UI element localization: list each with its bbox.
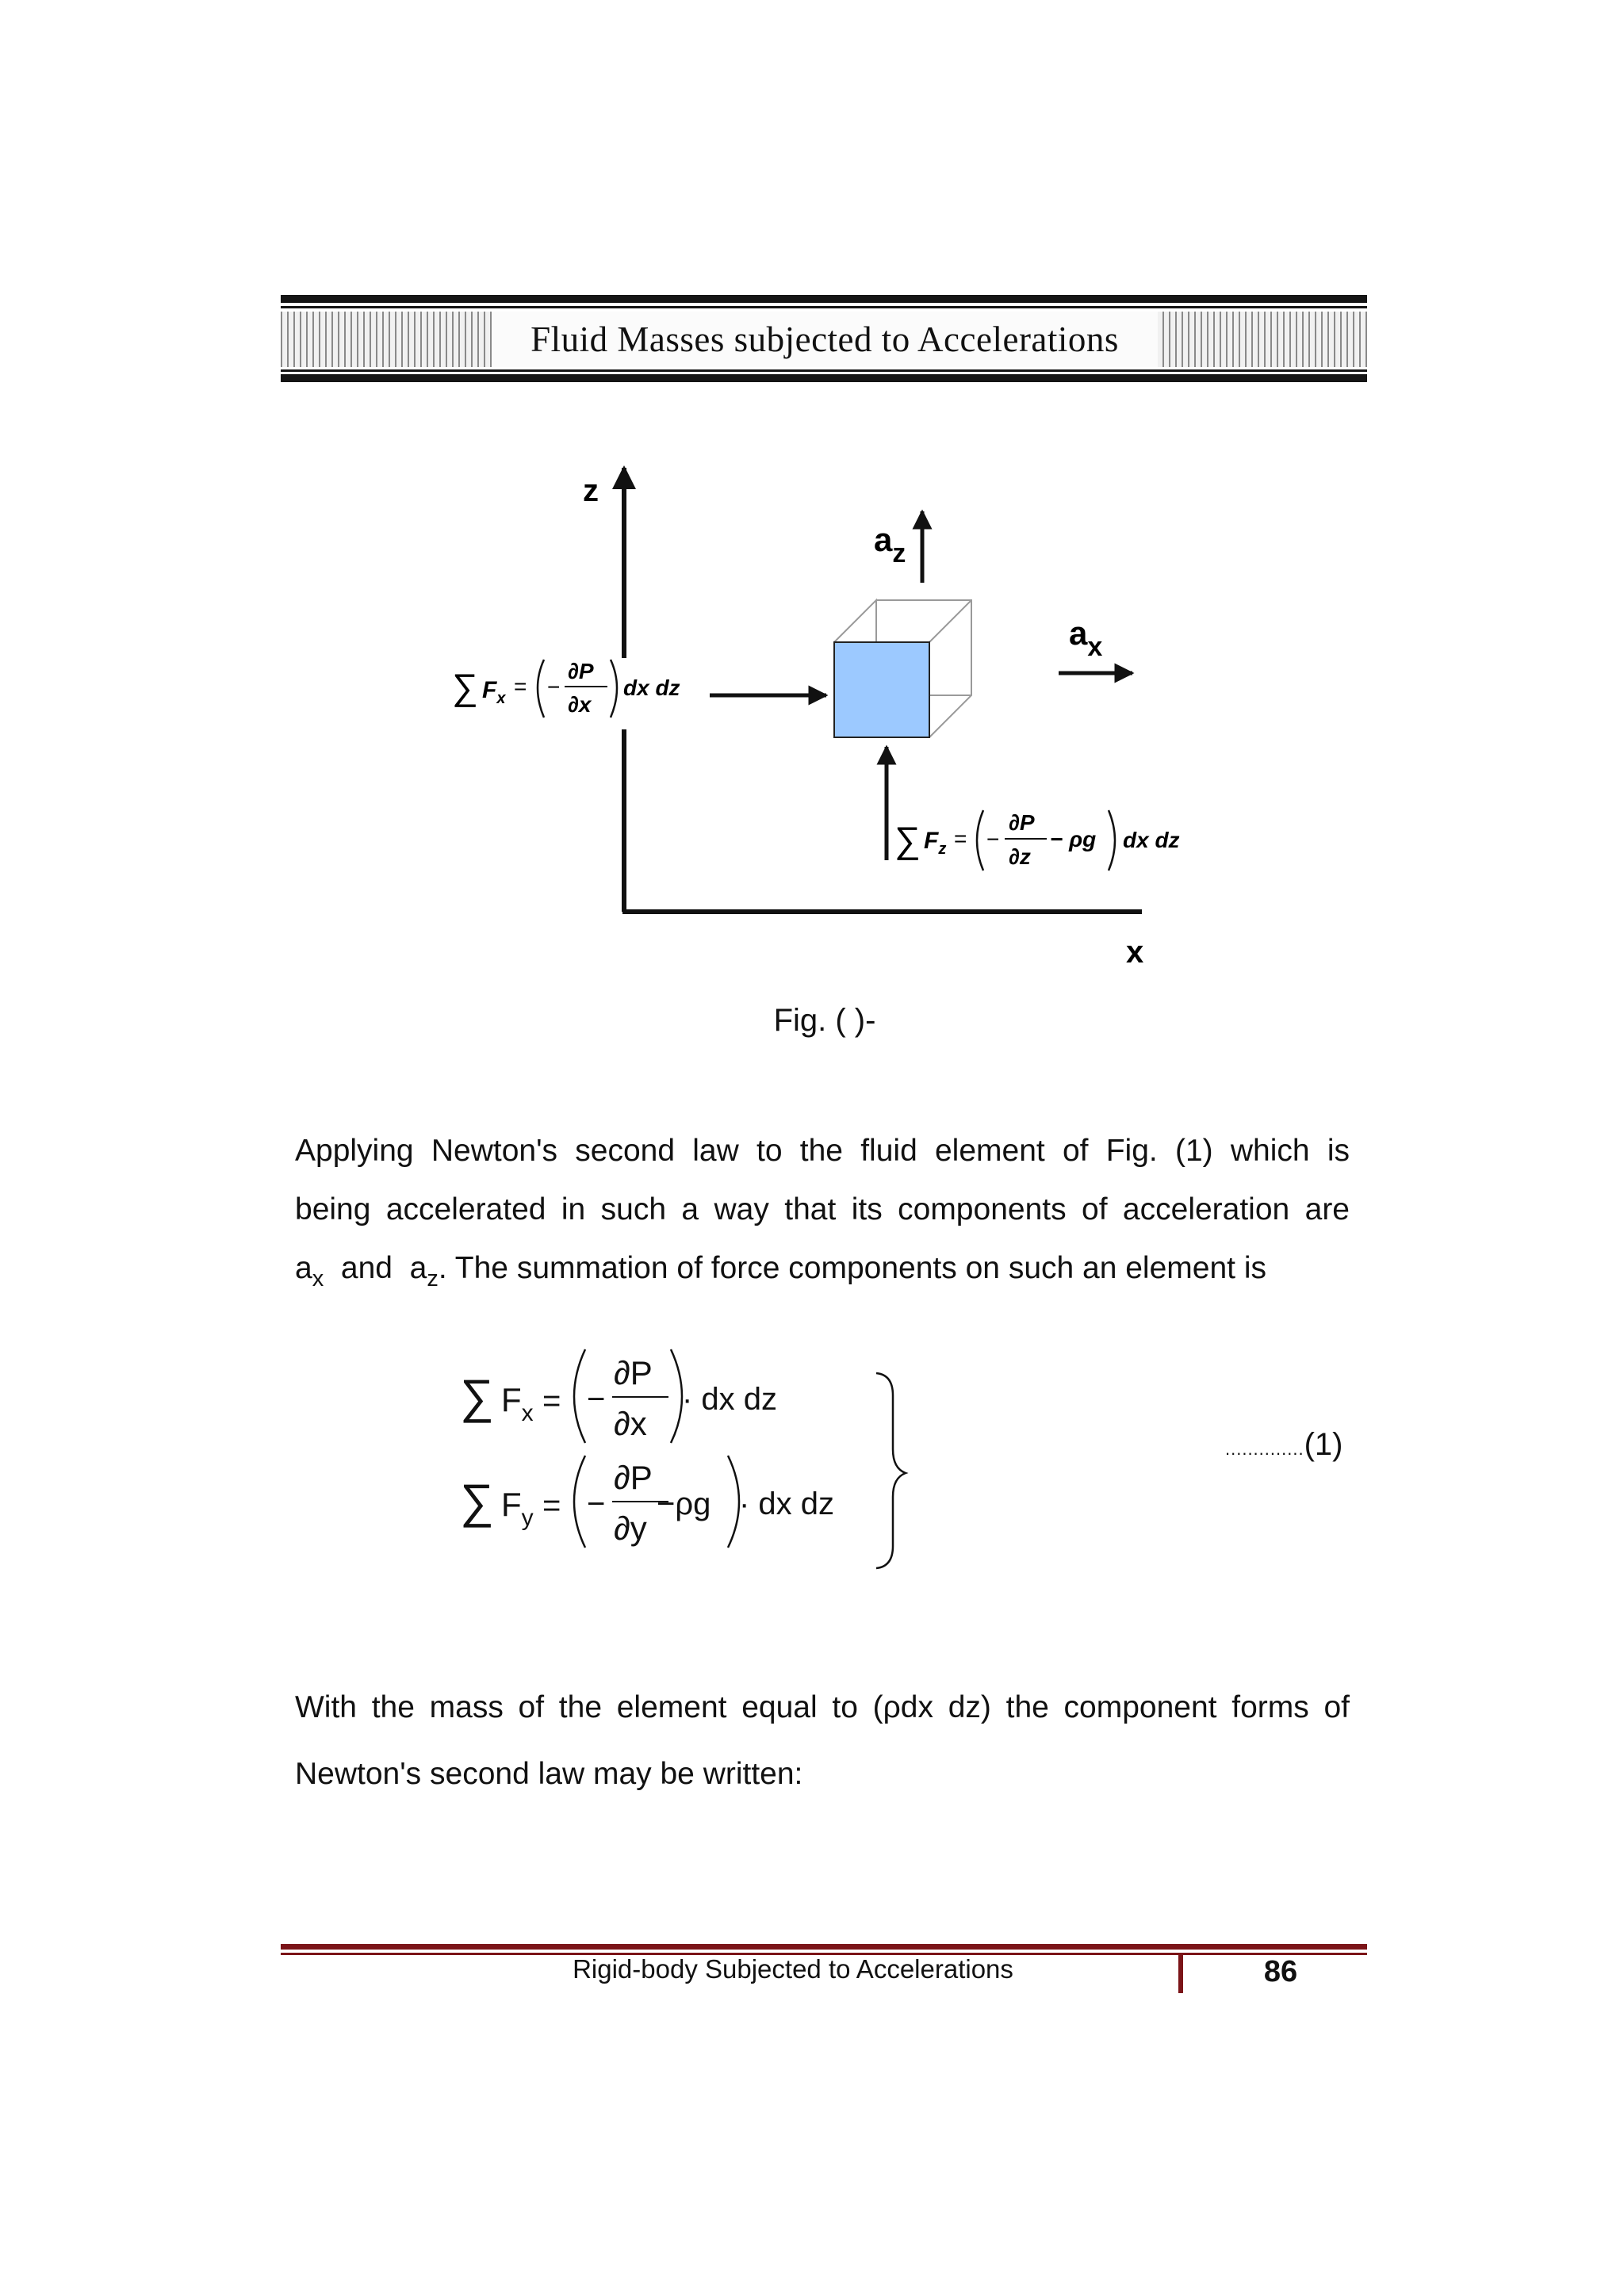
- equation-number-1: [1225, 1427, 1342, 1463]
- force-x-equals: =: [514, 674, 527, 698]
- accel-z-label: a: [874, 521, 893, 558]
- fluid-element-figure: [0, 444, 1624, 999]
- footer-divider: [1178, 1955, 1183, 1993]
- x-axis-label: x: [1126, 935, 1144, 970]
- force-x-denominator: ∂x: [568, 692, 592, 717]
- z-axis-label: z: [583, 473, 599, 508]
- paragraph2-mass-rest: dx dz: [900, 1690, 981, 1724]
- paragraph2-rho: ρ: [883, 1690, 901, 1724]
- eq1-lhs: F: [501, 1381, 522, 1418]
- svg-text:ax: [1069, 614, 1102, 662]
- footer-title: Rigid-body Subjected to Accelerations: [573, 1954, 1013, 1984]
- svg-text:Fy: [501, 1486, 534, 1531]
- paragraph1-line1: Applying Newton's second law to the fluid element of Fig. (1) which is: [295, 1134, 1350, 1168]
- figure-caption: Fig. ( )-: [773, 1003, 876, 1038]
- header-bottom-rule: [281, 374, 1367, 382]
- paragraph2-line2: Newton's second law may be written:: [295, 1757, 803, 1791]
- fluid-element-cube: [834, 600, 971, 737]
- svg-text:Fz: [924, 828, 946, 858]
- equation-row-fy: [460, 1456, 834, 1548]
- eq2-numerator: ∂P: [614, 1459, 653, 1496]
- force-z-tail: dx dz: [1123, 828, 1180, 852]
- eq2-minus: −: [587, 1487, 606, 1521]
- force-x-lhs-subscript: x: [496, 690, 506, 707]
- page-number: 86: [1263, 1955, 1298, 1988]
- eq2-tail: · dx dz: [739, 1487, 835, 1521]
- header-title: Fluid Masses subjected to Accelerations: [492, 312, 1158, 367]
- paragraph2-line1: [295, 1674, 1350, 1741]
- eq1-denominator: ∂x: [614, 1405, 647, 1442]
- header-bottom-rule-thin: [281, 369, 1367, 372]
- force-z-lhs-subscript: z: [938, 840, 947, 858]
- force-x-right-paren: [611, 660, 617, 718]
- header-top-rule: [281, 295, 1367, 303]
- force-x-numerator: ∂P: [568, 659, 594, 683]
- force-z-right-paren: [1109, 810, 1115, 871]
- paragraph-newton-intro: [295, 1122, 1350, 1308]
- eq1-left-paren: [574, 1349, 585, 1443]
- force-x-left-paren: [538, 660, 544, 718]
- eq1-sigma: ∑: [460, 1370, 494, 1423]
- force-z-denominator: ∂z: [1009, 844, 1031, 869]
- force-x-lhs: F: [482, 677, 497, 703]
- force-z-rho-g: − ρg: [1050, 827, 1097, 851]
- force-z-minus: −: [986, 827, 1000, 851]
- eq2-sigma: ∑: [460, 1475, 494, 1528]
- eq1-equals: =: [542, 1383, 561, 1418]
- force-x-equation: [452, 659, 680, 718]
- force-z-left-paren: [977, 810, 983, 871]
- equation-number-dots: ..............: [1225, 1439, 1304, 1459]
- force-x-sigma: ∑: [452, 666, 478, 707]
- force-z-numerator: ∂P: [1009, 810, 1035, 835]
- svg-text:Fx: [501, 1381, 534, 1426]
- inline-a-z-subscript: z: [427, 1266, 439, 1292]
- svg-text:az: [874, 521, 906, 568]
- paragraph2-line1-end: ) the component forms of: [980, 1690, 1350, 1724]
- force-z-equation: [894, 810, 1180, 871]
- eq1-lhs-subscript: x: [521, 1400, 534, 1426]
- accel-x-label: a: [1069, 614, 1088, 652]
- paragraph2-line1-start: With the mass of the element equal to (: [295, 1690, 883, 1724]
- paragraph-mass: [295, 1674, 1350, 1808]
- eq2-denominator: ∂y: [614, 1510, 647, 1547]
- eq2-equals: =: [542, 1488, 561, 1523]
- eq1-tail: · dx dz: [682, 1382, 778, 1417]
- force-z-lhs: F: [924, 828, 939, 854]
- equation-right-brace: [876, 1373, 906, 1568]
- eq2-lhs-subscript: y: [521, 1505, 534, 1531]
- equation-row-fx: [460, 1349, 777, 1443]
- eq1-minus: −: [587, 1382, 606, 1417]
- accel-x-subscript: x: [1087, 632, 1103, 662]
- force-x-minus: −: [547, 675, 561, 699]
- eq2-rho-g: −ρg: [657, 1487, 711, 1521]
- inline-a-z: a: [409, 1251, 427, 1285]
- eq1-right-paren: [671, 1349, 682, 1443]
- eq2-lhs: F: [501, 1486, 522, 1523]
- eq1-numerator: ∂P: [614, 1354, 653, 1391]
- inline-a-x: a: [295, 1251, 312, 1285]
- eq2-left-paren: [574, 1456, 585, 1548]
- inline-and: and: [340, 1251, 393, 1285]
- equation-number-label: (1): [1304, 1427, 1343, 1462]
- paragraph1-line3: [295, 1239, 1350, 1308]
- equation-block-1: [444, 1332, 936, 1570]
- footer-rule: [281, 1944, 1367, 1950]
- header-top-rule-thin: [281, 306, 1367, 308]
- svg-text:Fx: [482, 677, 506, 707]
- force-z-sigma: ∑: [894, 819, 921, 860]
- cube-front-face: [834, 642, 929, 737]
- force-z-equals: =: [954, 826, 967, 851]
- force-x-tail: dx dz: [623, 675, 680, 700]
- eq2-right-paren: [728, 1456, 739, 1548]
- paragraph1-line3-rest: . The summation of force components on such an element is: [438, 1251, 1266, 1285]
- accel-z-subscript: z: [892, 538, 906, 568]
- paragraph1-line2: being accelerated in such a way that its components of acceleration are: [295, 1192, 1350, 1226]
- inline-a-x-subscript: x: [312, 1266, 324, 1292]
